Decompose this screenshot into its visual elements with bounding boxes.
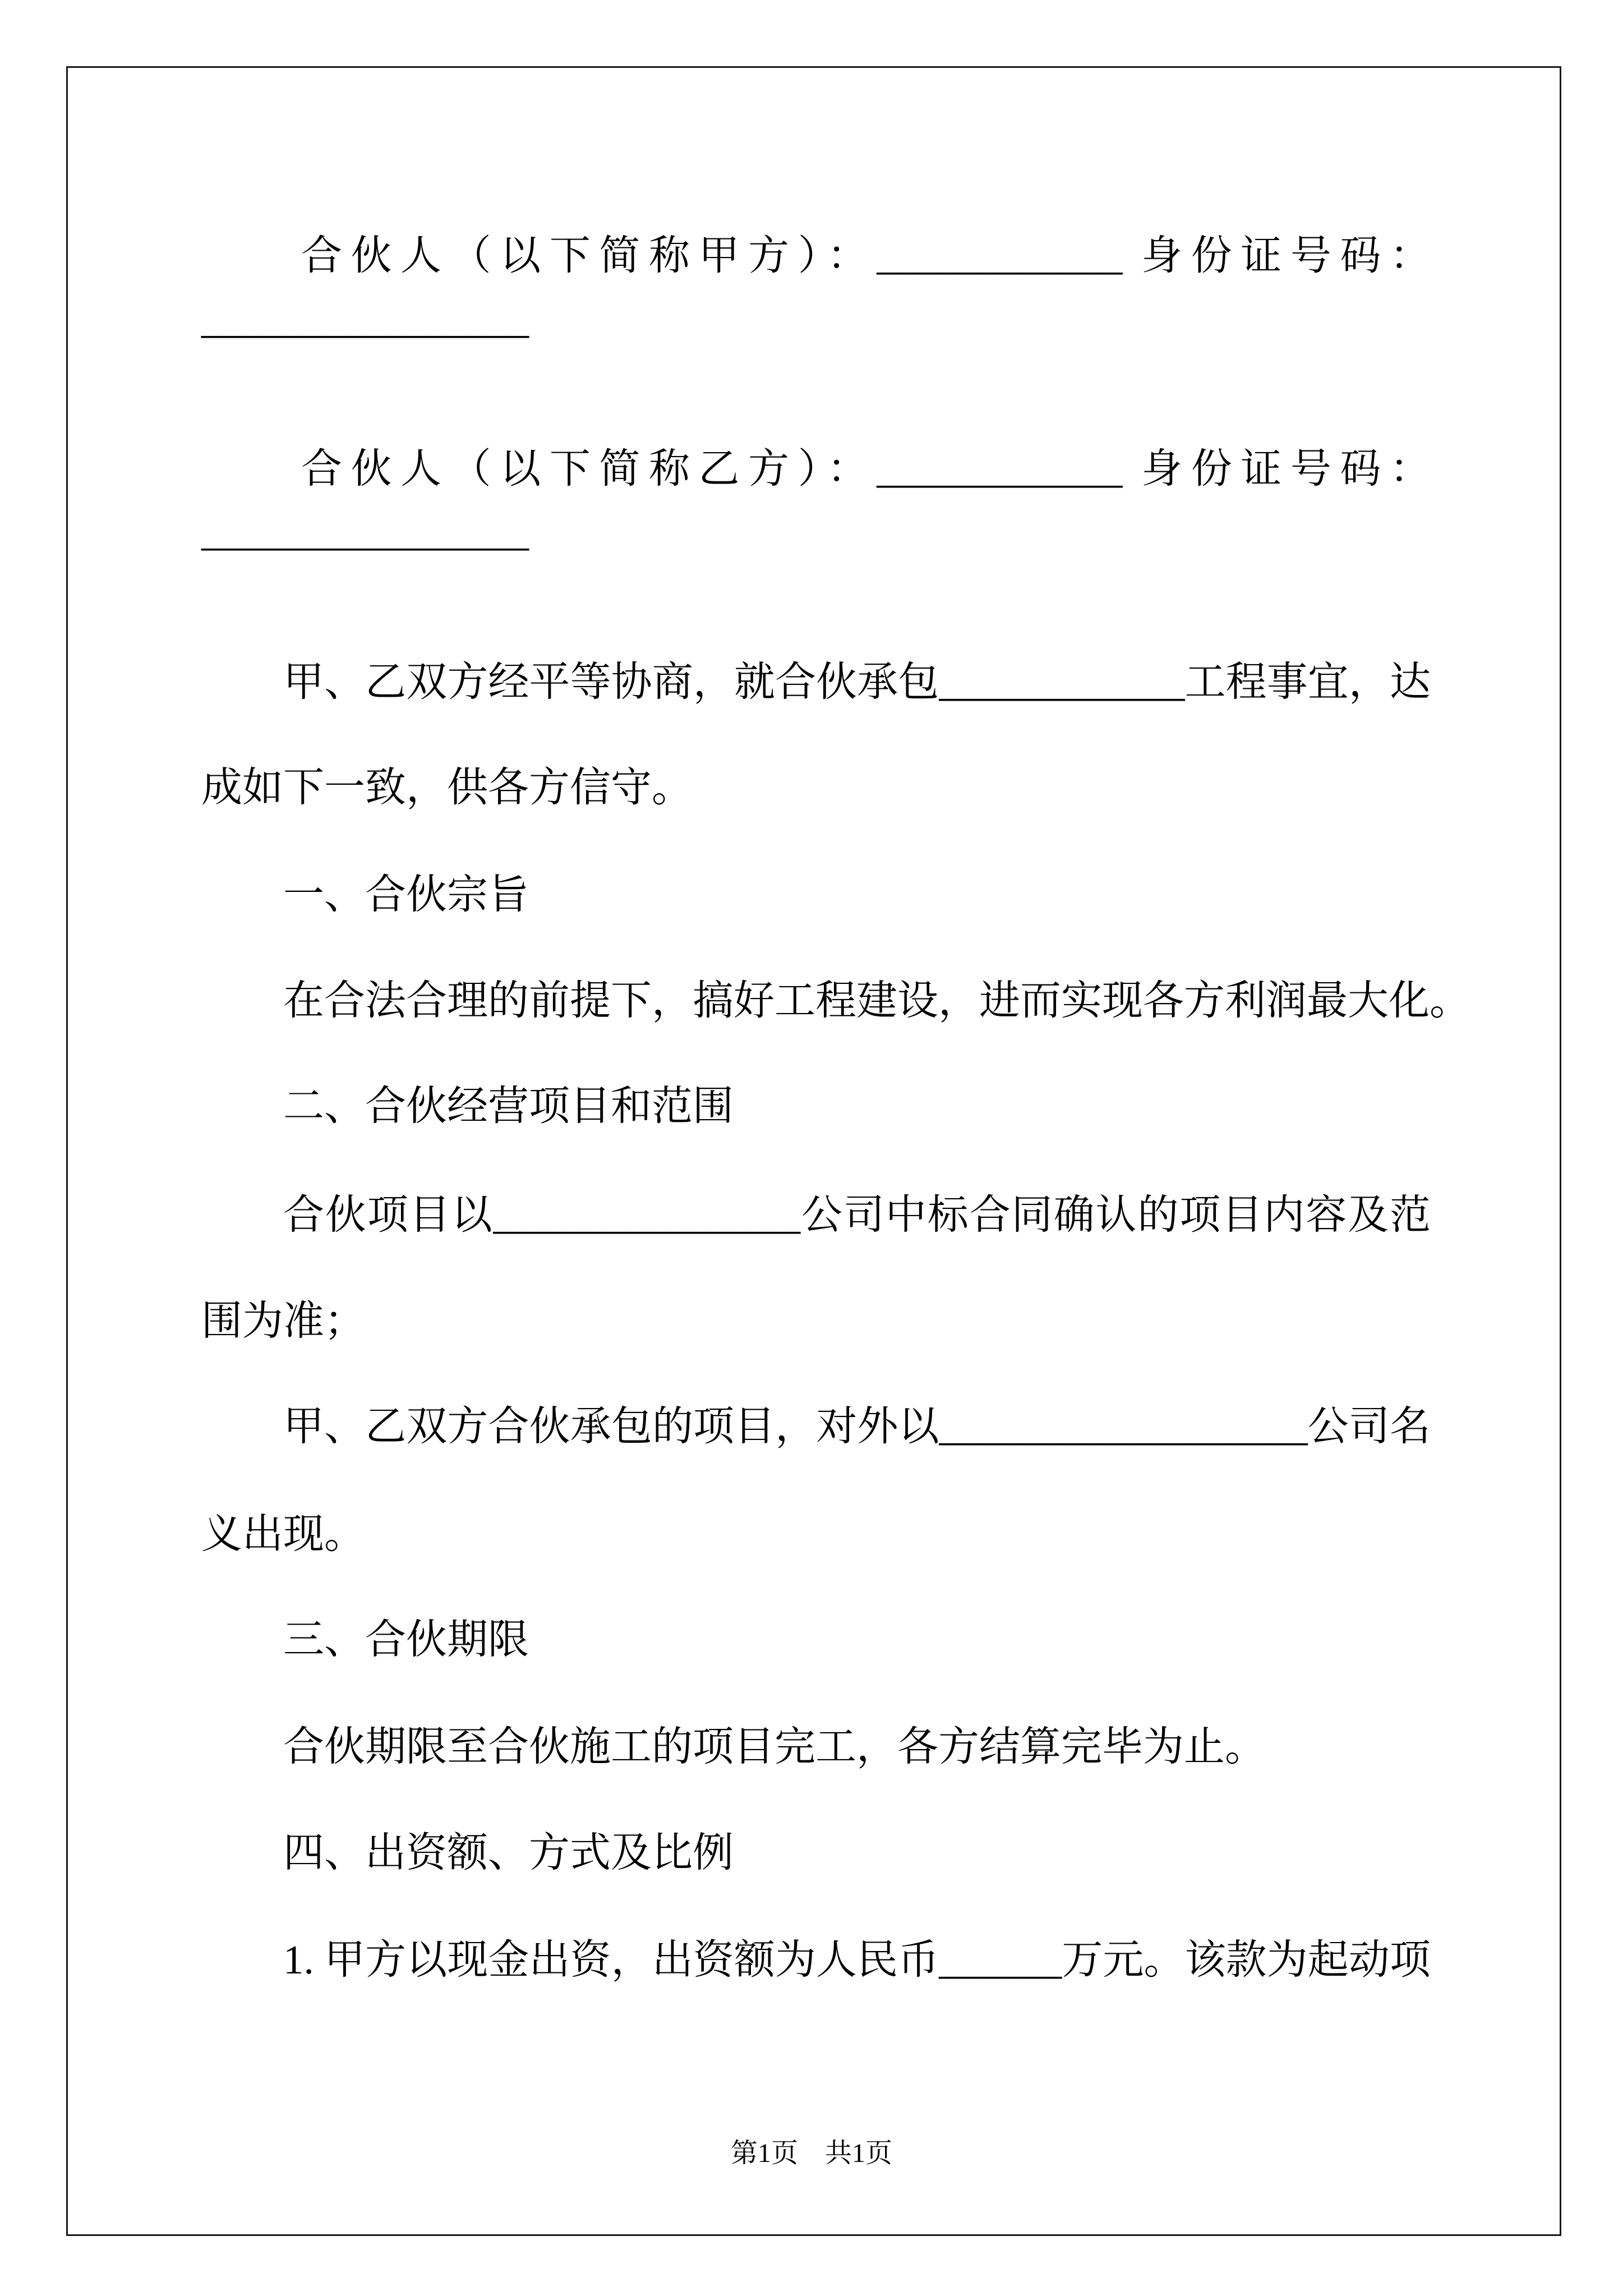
section-4-heading: 四、出资额、方式及比例: [283, 1830, 734, 1875]
preamble-line-1: 甲、乙双方经平等协商，就合伙承包____________工程事宜，达: [283, 659, 1431, 705]
section-2-name-line-2: 义出现。: [201, 1511, 365, 1557]
section-1-text: 在合法合理的前提下，搞好工程建设，进而实现各方利润最大化。: [283, 978, 1470, 1023]
party-b-id-blank: ________________: [201, 509, 529, 554]
preamble-line-2: 成如下一致，供各方信守。: [201, 765, 693, 810]
party-a-line: 合伙人（以下简称甲方）：____________ 身份证号码：: [301, 233, 1431, 278]
section-2-heading: 二、合伙经营项目和范围: [283, 1083, 734, 1129]
section-1-heading: 一、合伙宗旨: [283, 872, 529, 917]
section-2-scope-line-2: 围为准；: [201, 1298, 365, 1343]
page-border: [66, 66, 1561, 2236]
section-4-item-1-line-1: 1. 甲方以现金出资，出资额为人民币______万元。该款为起动项: [283, 1937, 1431, 1982]
section-2-name-line-1: 甲、乙双方合伙承包的项目，对外以__________________公司名: [283, 1404, 1431, 1449]
section-3-heading: 三、合伙期限: [283, 1617, 529, 1662]
party-a-id-blank: ________________: [201, 296, 529, 342]
party-b-line: 合伙人（以下简称乙方）：____________ 身份证号码：: [301, 446, 1431, 491]
page-footer: 第1页 共1页: [730, 2138, 892, 2168]
section-2-scope-line-1: 合伙项目以_______________公司中标合同确认的项目内容及范: [283, 1192, 1431, 1237]
section-3-text: 合伙期限至合伙施工的项目完工，各方结算完毕为止。: [283, 1724, 1266, 1769]
